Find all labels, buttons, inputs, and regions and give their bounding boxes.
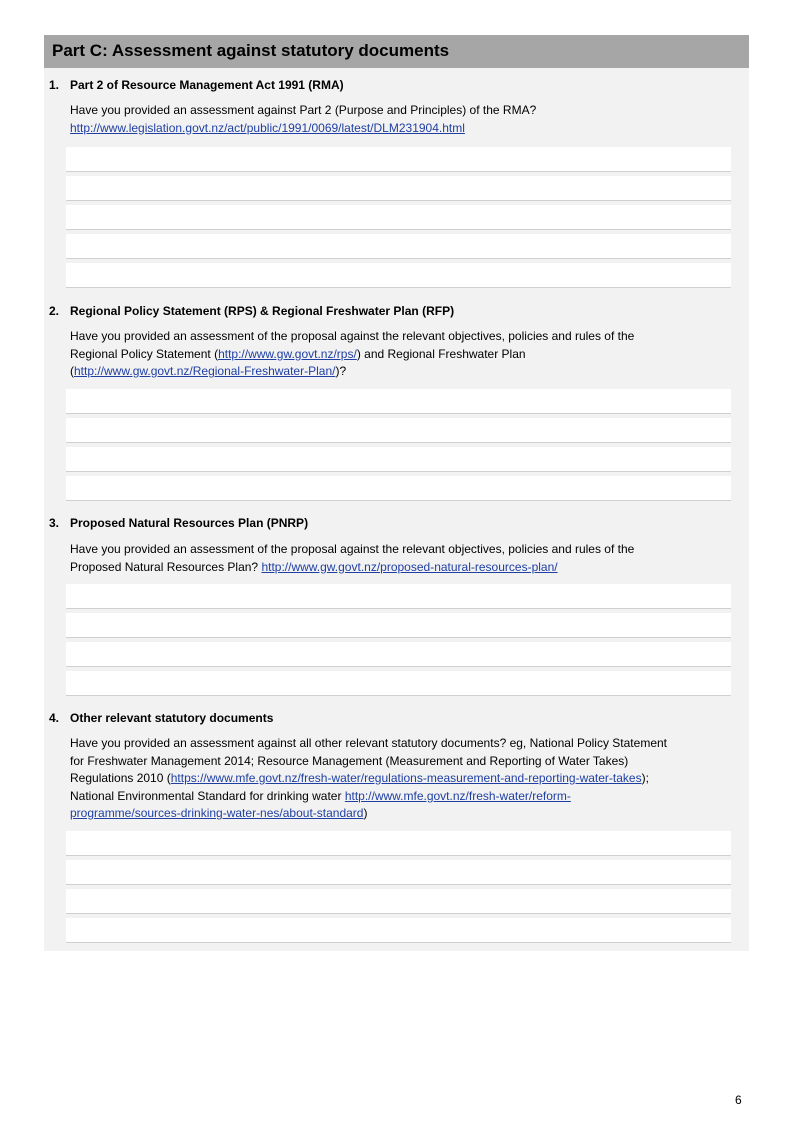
question-4-prompt-line3-end: ); [641,771,649,785]
answer-line[interactable] [66,147,731,172]
question-3-number: 3. [49,516,60,530]
question-2-prompt-line1: Have you provided an assessment of the proposal against the relevant objectives, policies and rules of the [70,329,635,343]
question-2-title: Regional Policy Statement (RPS) & Regional Freshwater Plan (RFP) [70,304,455,318]
question-2-text [70,328,730,381]
question-4-prompt-line4: National Environmental Standard for drinking water [70,788,345,803]
question-1-title: Part 2 of Resource Management Act 1991 (RMA) [70,78,344,92]
question-4-number: 4. [49,711,60,725]
answer-line[interactable] [66,447,731,472]
answer-line[interactable] [66,176,731,201]
question-2-number: 2. [49,304,60,318]
question-3-title: Proposed Natural Resources Plan (PNRP) [70,516,309,530]
question-2-paren-open: ( [70,364,74,378]
question-2-prompt-line2-end: ) and Regional Freshwater Plan [356,346,526,361]
answer-line[interactable] [66,613,731,638]
answer-line[interactable] [66,584,731,609]
answer-line[interactable] [66,860,731,885]
question-4-title: Other relevant statutory documents [70,711,274,725]
rps-link[interactable]: http://www.gw.govt.nz/rps/ [218,346,357,361]
page-number: 6 [735,1093,742,1107]
mfe-nes-link-part2[interactable]: programme/sources-drinking-water-nes/about-standard [70,806,364,820]
question-1-number: 1. [49,78,60,92]
mfe-nes-link-part1[interactable]: http://www.mfe.govt.nz/fresh-water/reform- [344,788,571,803]
section-title: Part C: Assessment against statutory documents [52,41,450,60]
answer-line[interactable] [66,418,731,443]
question-4-paren-close: ) [363,806,368,820]
question-4-prompt-line1: Have you provided an assessment against all other relevant statutory documents? eg, National Policy Statement [70,736,667,750]
question-3-text [70,541,730,576]
question-1-text [70,102,730,137]
pnrp-link[interactable]: http://www.gw.govt.nz/proposed-natural-resources-plan/ [261,559,558,574]
answer-line[interactable] [66,671,731,696]
mfe-regulations-link[interactable]: https://www.mfe.govt.nz/fresh-water/regulations-measurement-and-reporting-water-takes [170,771,642,785]
rfp-link[interactable]: http://www.gw.govt.nz/Regional-Freshwater-Plan/ [74,364,336,378]
answer-line[interactable] [66,889,731,914]
question-4-prompt-line2: for Freshwater Management 2014; Resource Management (Measurement and Reporting of Water Takes) [70,753,629,768]
answer-line[interactable] [66,234,731,259]
rma-link[interactable]: http://www.legislation.govt.nz/act/public/1991/0069/latest/DLM231904.html [70,120,465,135]
answer-line[interactable] [66,476,731,501]
question-3-prompt-line2: Proposed Natural Resources Plan? [70,559,262,574]
question-2-paren-close: )? [335,364,347,378]
question-4-prompt-line3: Regulations 2010 ( [70,771,171,785]
answer-line[interactable] [66,831,731,856]
answer-line[interactable] [66,642,731,667]
answer-line[interactable] [66,389,731,414]
answer-line[interactable] [66,263,731,288]
answer-line[interactable] [66,918,731,943]
question-1-prompt: Have you provided an assessment against Part 2 (Purpose and Principles) of the RMA? [70,103,537,117]
question-3-prompt-line1: Have you provided an assessment of the proposal against the relevant objectives, policies and rules of the [70,542,635,556]
answer-line[interactable] [66,205,731,230]
question-2-prompt-line2: Regional Policy Statement ( [70,346,219,361]
question-4-text [70,735,730,823]
section-header [44,35,749,68]
